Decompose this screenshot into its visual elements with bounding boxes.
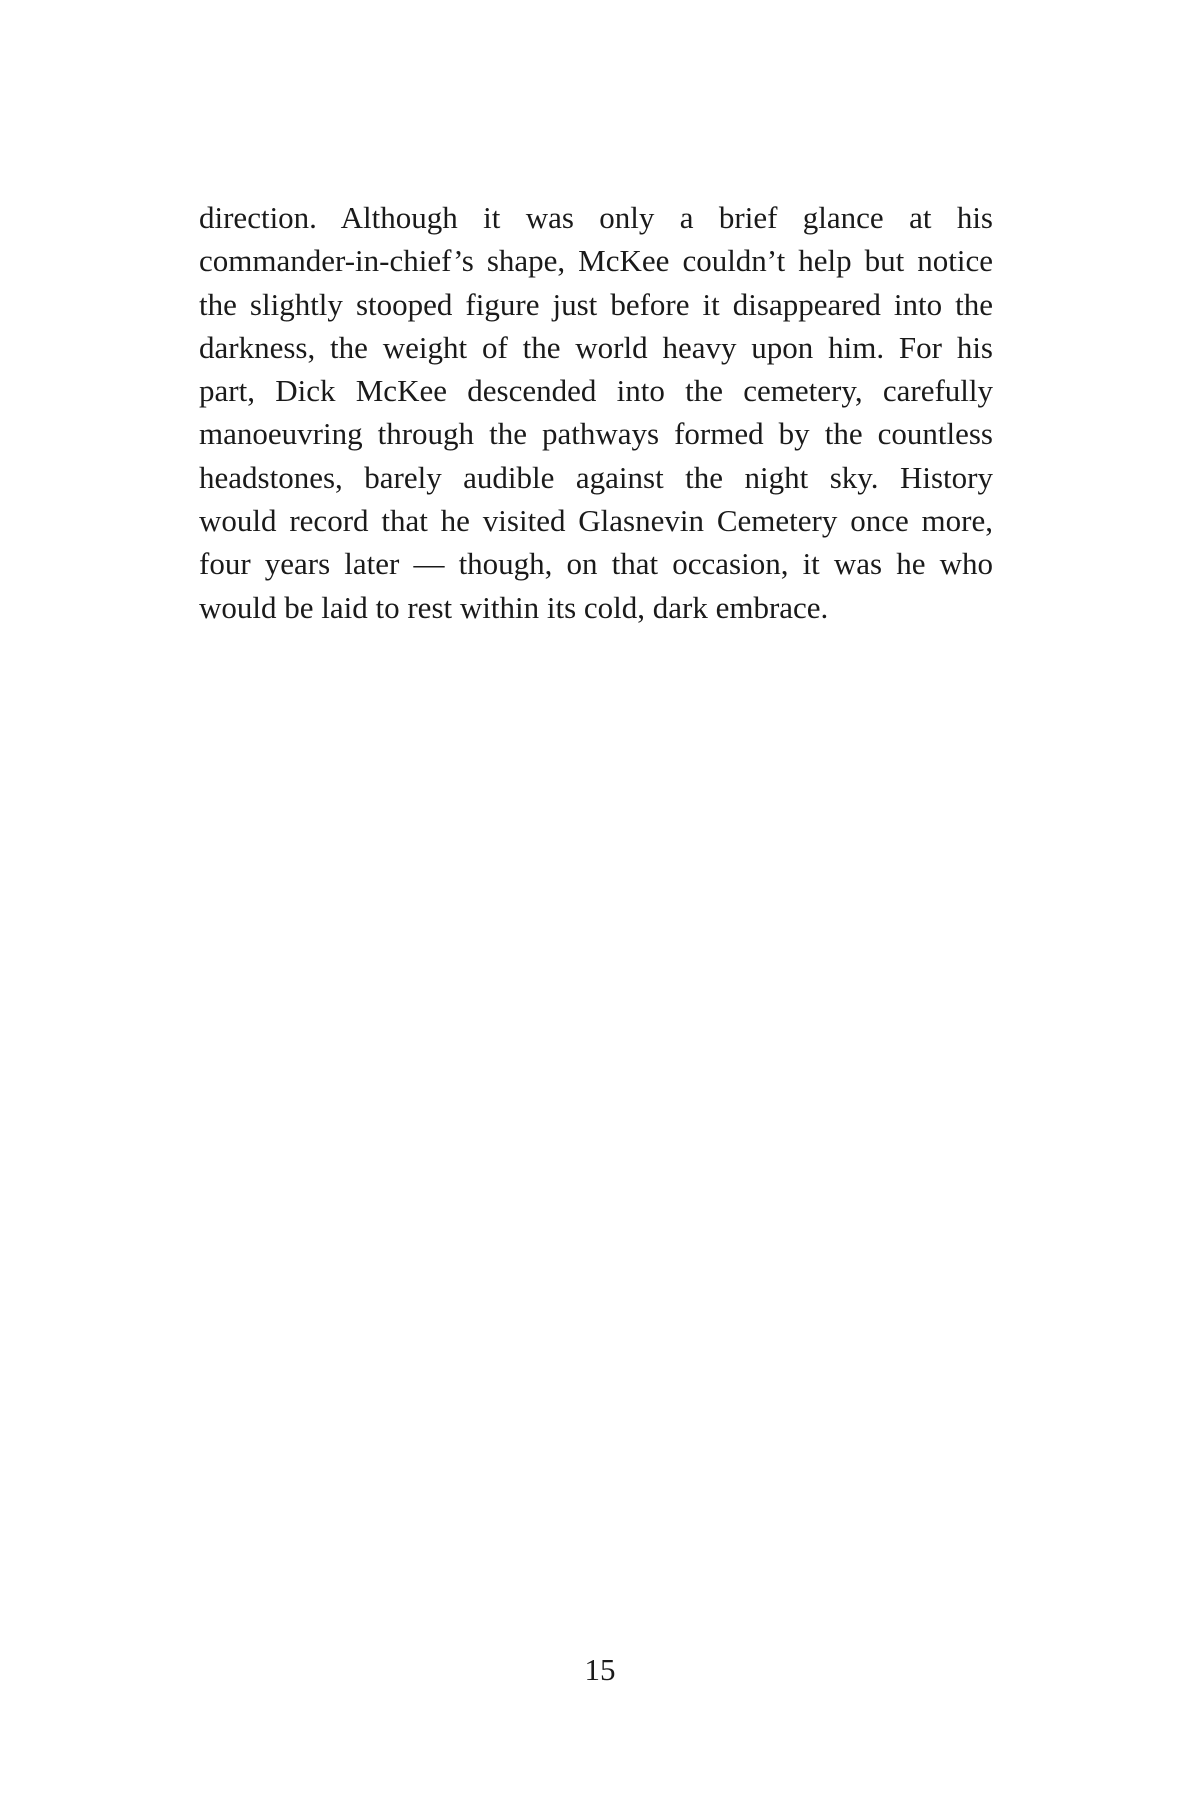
paragraph-line: headstones, barely audible against the night sky. History — [199, 459, 993, 495]
paragraph-line: darkness, the weight of the world heavy upon him. For his — [199, 329, 993, 365]
paragraph-line: direction. Although it was only a brief glance at his — [199, 200, 993, 235]
paragraph-line: would record that he visited Glasnevin Cemetery once more, — [199, 503, 993, 539]
paragraph-line: manoeuvring through the pathways formed by the countless — [199, 416, 993, 452]
paragraph-line: would be laid to rest within its cold, dark embrace. — [199, 589, 829, 625]
paragraph-line: the slightly stooped figure just before it disappeared into the — [199, 286, 993, 322]
paragraph-line: commander-in-chief’s shape, McKee couldn’t help but notice — [199, 243, 993, 279]
paragraph-line: part, Dick McKee descended into the cemetery, carefully — [199, 373, 993, 409]
page-number: 15 — [584, 1652, 616, 1687]
paragraph-line: four years later — though, on that occasion, it was he who — [199, 546, 993, 582]
body-paragraph — [199, 196, 993, 629]
